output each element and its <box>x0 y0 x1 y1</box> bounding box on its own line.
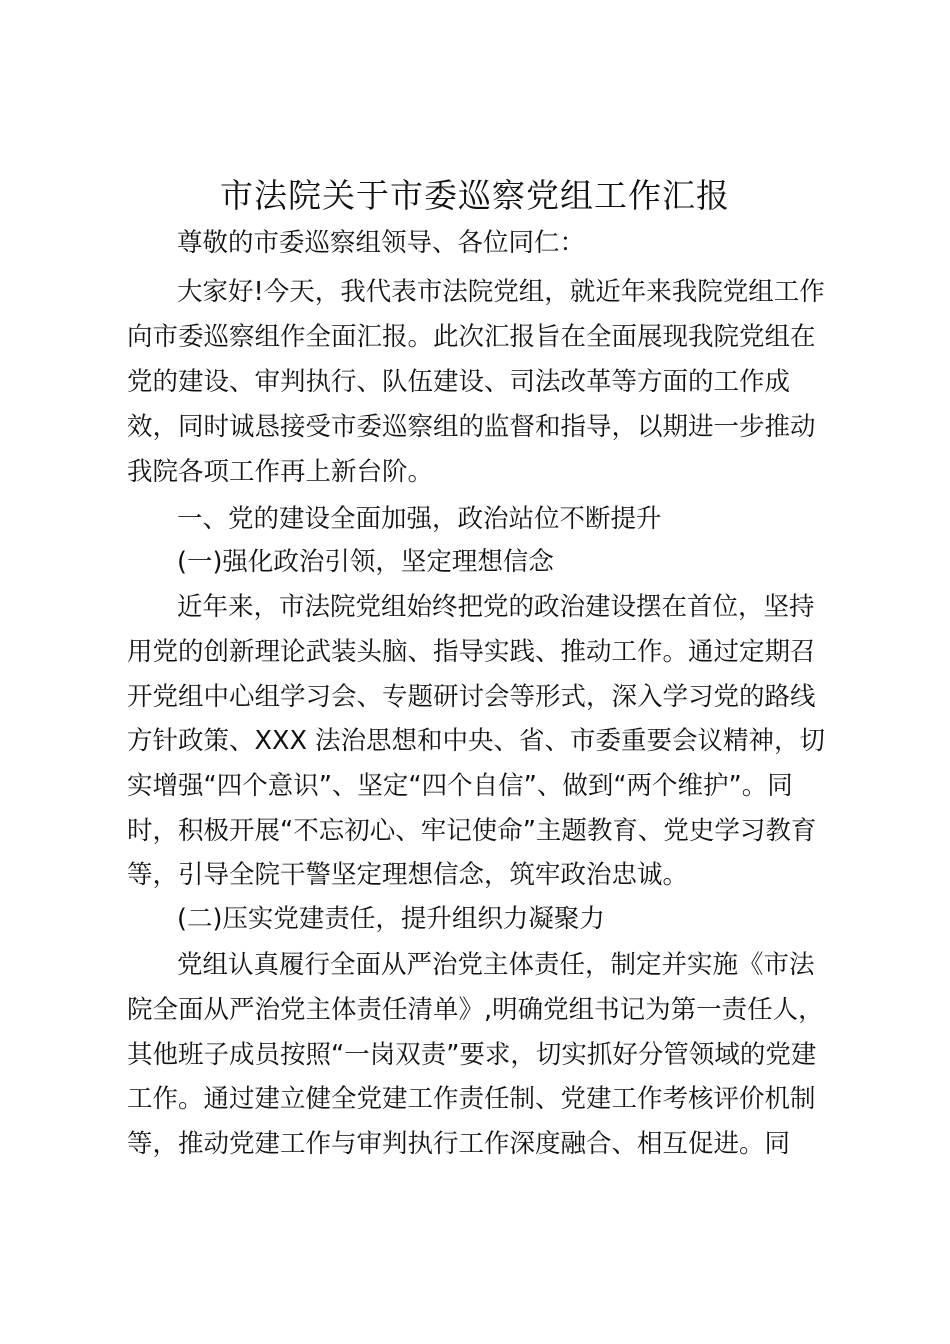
paragraph-line: 近年来，市法院党组始终把党的政治建设摆在首位，坚持 <box>177 592 815 622</box>
paragraph-line: 方针政策、XXX 法治思想和中央、省、市委重要会议精神，切 <box>127 726 826 756</box>
salutation: 尊敬的市委巡察组领导、各位同仁： <box>177 228 586 258</box>
paragraph-line: 党的建设、审判执行、队伍建设、司法改革等方面的工作成 <box>127 367 791 397</box>
paragraph-line: 其他班子成员按照“一岗双责”要求，切实抓好分管领域的党建 <box>127 1040 817 1070</box>
document-title: 市法院关于市委巡察党组工作汇报 <box>220 176 730 215</box>
paragraph-line: 工作。通过建立健全党建工作责任制、党建工作考核评价机制 <box>127 1084 816 1114</box>
paragraph-line: 党组认真履行全面从严治党主体责任，制定并实施《市法 <box>177 950 815 980</box>
paragraph-line: 实增强“四个意识”、坚定“四个自信”、做到“两个维护”。同 <box>127 771 793 801</box>
paragraph-line: 开党组中心组学习会、专题研讨会等形式，深入学习党的路线 <box>127 682 816 712</box>
subsection-heading: (二)压实党建责任，提升组织力凝聚力 <box>177 904 605 934</box>
subsection-heading: (一)强化政治引领，坚定理想信念 <box>177 547 554 577</box>
section-heading: 一、党的建设全面加强，政治站位不断提升 <box>177 504 662 534</box>
paragraph-line: 等，推动党建工作与审判执行工作深度融合、相互促进。同 <box>127 1129 791 1159</box>
paragraph-line: 用党的创新理论武装头脑、指导实践、推动工作。通过定期召 <box>127 637 816 667</box>
paragraph-line: 效，同时诚恳接受市委巡察组的监督和指导，以期进一步推动 <box>127 412 816 442</box>
paragraph-line: 等，引导全院干警坚定理想信念，筑牢政治忠诚。 <box>127 860 689 890</box>
paragraph-line: 大家好!今天，我代表市法院党组，就近年来我院党组工作 <box>177 277 825 307</box>
paragraph-line: 向市委巡察组作全面汇报。此次汇报旨在全面展现我院党组在 <box>127 322 816 352</box>
paragraph-line: 我院各项工作再上新台阶。 <box>127 457 434 487</box>
paragraph-line: 时，积极开展“不忘初心、牢记使命”主题教育、党史学习教育 <box>127 816 817 846</box>
paragraph-line: 院全面从严治党主体责任清单》,明确党组书记为第一责任人， <box>127 995 824 1025</box>
